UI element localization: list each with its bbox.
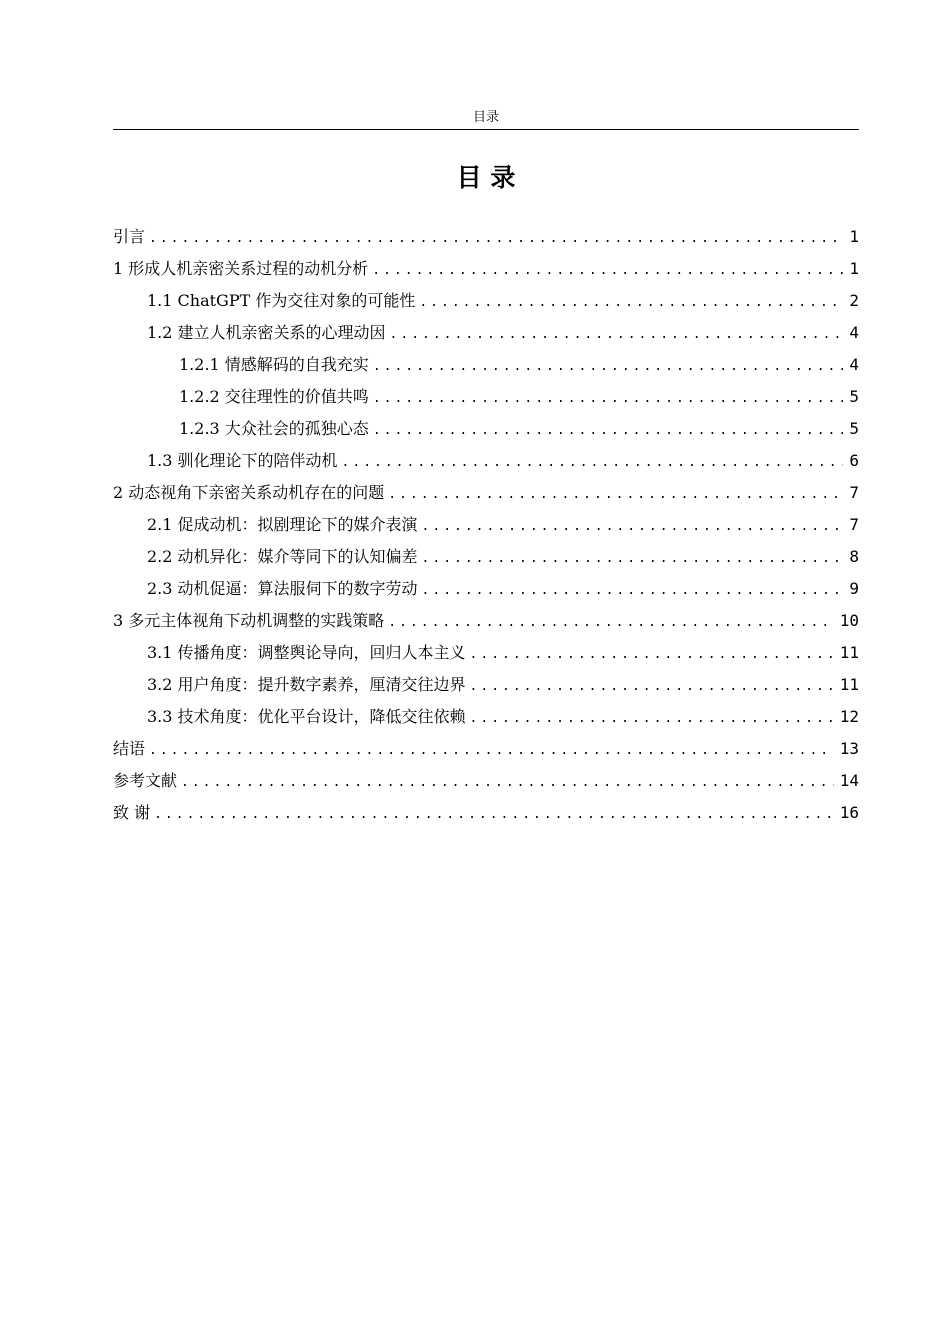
toc-entry-chapter-3[interactable] <box>113 605 859 637</box>
toc-entry-text: 1.2 建立人机亲密关系的心理动因 <box>147 323 386 342</box>
dot-leader <box>373 415 843 447</box>
toc-entry-text: 3.1 传播角度：调整舆论导向，回归人本主义 <box>147 643 466 662</box>
toc-entry-conclusion[interactable] <box>113 733 859 765</box>
toc-entry-text: 1.2.1 情感解码的自我充实 <box>179 355 369 374</box>
toc-page-number: 7 <box>849 515 859 534</box>
toc-entry-section-1-2-3[interactable] <box>113 413 859 445</box>
toc-page-number: 8 <box>849 547 859 566</box>
dot-leader <box>149 223 843 255</box>
toc-title: 目 录 <box>456 163 516 192</box>
toc-page-number: 11 <box>839 643 859 662</box>
toc-entry-text: 致 谢 <box>113 803 151 822</box>
toc-entry-text: 2.2 动机异化：媒介等同下的认知偏差 <box>147 547 418 566</box>
toc-page-number: 6 <box>849 451 859 470</box>
toc-entry-section-1-1[interactable] <box>113 285 859 317</box>
dot-leader <box>149 735 834 767</box>
dot-leader <box>422 575 843 607</box>
toc-entry-acknowledgements[interactable] <box>113 797 859 829</box>
dot-leader <box>373 351 843 383</box>
toc-entry-text: 3.2 用户角度：提升数字素养，厘清交往边界 <box>147 675 466 694</box>
dot-leader <box>470 671 834 703</box>
toc-list <box>113 221 859 829</box>
toc-entry-section-2-1[interactable] <box>113 509 859 541</box>
dot-leader <box>470 703 834 735</box>
toc-entry-text: 2.1 促成动机：拟剧理论下的媒介表演 <box>147 515 418 534</box>
toc-entry-text: 1.2.3 大众社会的孤独心态 <box>179 419 369 438</box>
toc-entry-section-1-2-2[interactable] <box>113 381 859 413</box>
toc-page-number: 5 <box>849 419 859 438</box>
toc-entry-section-3-3[interactable] <box>113 701 859 733</box>
toc-entry-section-3-2[interactable] <box>113 669 859 701</box>
toc-page-number: 16 <box>839 803 859 822</box>
toc-entry-text: 2 动态视角下亲密关系动机存在的问题 <box>113 483 385 502</box>
toc-entry-text: 1.2.2 交往理性的价值共鸣 <box>179 387 369 406</box>
toc-page-number: 1 <box>849 259 859 278</box>
toc-page-number: 9 <box>849 579 859 598</box>
toc-entry-section-1-2-1[interactable] <box>113 349 859 381</box>
toc-entry-text: 引言 <box>113 227 146 246</box>
toc-entry-text: 1.1 ChatGPT 作为交往对象的可能性 <box>147 291 416 310</box>
running-header: 目录 <box>472 110 499 125</box>
toc-page-number: 4 <box>849 355 859 374</box>
toc-entry-text: 3 多元主体视角下动机调整的实践策略 <box>113 611 385 630</box>
dot-leader <box>388 607 833 639</box>
dot-leader <box>422 543 843 575</box>
toc-page-number: 1 <box>849 227 859 246</box>
toc-entry-text: 3.3 技术角度：优化平台设计，降低交往依赖 <box>147 707 466 726</box>
dot-leader <box>388 479 843 511</box>
toc-entry-text: 1 形成人机亲密关系过程的动机分析 <box>113 259 369 278</box>
toc-entry-section-2-2[interactable] <box>113 541 859 573</box>
dot-leader <box>373 383 843 415</box>
dot-leader <box>372 255 843 287</box>
dot-leader <box>422 511 843 543</box>
toc-page-number: 2 <box>849 291 859 310</box>
toc-entry-section-1-2[interactable] <box>113 317 859 349</box>
toc-page-number: 12 <box>839 707 859 726</box>
toc-entry-chapter-2[interactable] <box>113 477 859 509</box>
dot-leader <box>470 639 834 671</box>
header-rule <box>113 129 859 130</box>
dot-leader <box>419 287 843 319</box>
dot-leader <box>181 767 834 799</box>
toc-page-number: 7 <box>849 483 859 502</box>
toc-entry-section-1-3[interactable] <box>113 445 859 477</box>
toc-entry-text: 参考文献 <box>113 771 178 790</box>
toc-entry-intro[interactable] <box>113 221 859 253</box>
toc-page-number: 10 <box>839 611 859 630</box>
toc-page-number: 14 <box>839 771 859 790</box>
toc-entry-text: 结语 <box>113 739 146 758</box>
toc-page-number: 4 <box>849 323 859 342</box>
dot-leader <box>390 319 843 351</box>
toc-entry-section-2-3[interactable] <box>113 573 859 605</box>
toc-entry-chapter-1[interactable] <box>113 253 859 285</box>
toc-entry-references[interactable] <box>113 765 859 797</box>
toc-page-number: 13 <box>839 739 859 758</box>
toc-entry-section-3-1[interactable] <box>113 637 859 669</box>
dot-leader <box>154 799 834 831</box>
toc-page-number: 5 <box>849 387 859 406</box>
dot-leader <box>342 447 843 479</box>
toc-entry-text: 2.3 动机促逼：算法服伺下的数字劳动 <box>147 579 418 598</box>
toc-entry-text: 1.3 驯化理论下的陪伴动机 <box>147 451 338 470</box>
toc-page-number: 11 <box>839 675 859 694</box>
